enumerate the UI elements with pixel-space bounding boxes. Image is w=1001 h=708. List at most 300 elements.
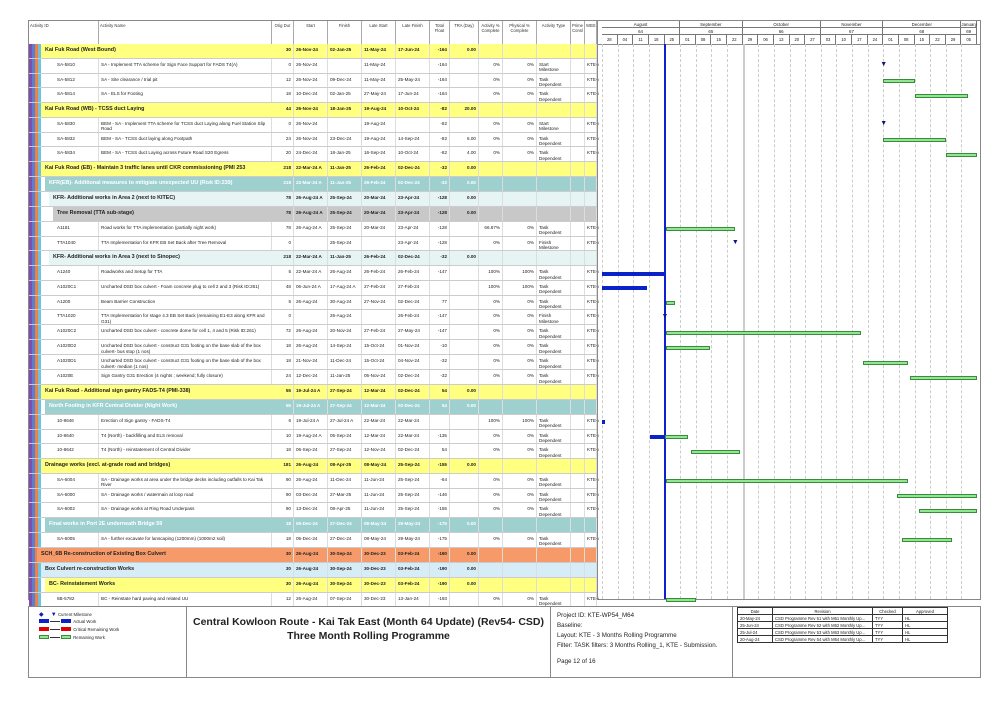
cell-name: Roadworks and Setup for TTA: [99, 266, 272, 280]
group-apc: [479, 177, 503, 191]
cell-tra: [450, 296, 479, 310]
table-header: [29, 21, 597, 45]
col-total-float[interactable]: Total Float: [430, 21, 450, 44]
remaining-work-bar[interactable]: [919, 509, 977, 513]
group-title: Tree Removal (TTA sub-stage): [57, 210, 134, 216]
col-physical-pct[interactable]: Physical % Complete: [503, 21, 537, 44]
col-activity-id[interactable]: Activity ID: [29, 21, 99, 44]
cell-wbs: KTE-\: [585, 88, 597, 102]
activity-row[interactable]: [29, 474, 597, 489]
cell-finish: 14-Sep-24: [328, 340, 362, 354]
legend-label: Remaining Work: [73, 635, 105, 640]
cell-name: Uncharted DSD box culvert - construct G31 footing on the base slab of the box culvert- bus stop (1 nos): [99, 340, 272, 354]
timescale-period: 69: [961, 28, 977, 35]
cell-name: SA - ELS for Footing: [99, 88, 272, 102]
cell-start: 26-Nov-24: [294, 133, 328, 147]
cell-late-start: 05-Nov-24: [362, 370, 396, 384]
activity-row[interactable]: [29, 340, 597, 355]
timescale-week: 13: [774, 35, 790, 44]
timescale-week: 28: [602, 35, 618, 44]
group-title: Box Culvert re-construction Works: [45, 565, 135, 572]
group-late-finish: 10-Oct-24: [396, 103, 430, 117]
milestone-icon[interactable]: ▼: [661, 312, 669, 320]
cell-late-start: 27-Feb-24: [362, 281, 396, 295]
group-wbs: [585, 44, 597, 58]
remaining-work-bar[interactable]: [666, 598, 696, 602]
cell-atype: Task Dependent: [537, 415, 571, 429]
group-tra: 0.00: [450, 251, 479, 265]
cell-id: SA-5834: [55, 147, 99, 161]
group-finish: 30-Sep-24: [328, 548, 362, 562]
baseline: Baseline:: [557, 622, 583, 629]
cell-wbs: KTE-\: [585, 133, 597, 147]
group-prime: [571, 103, 585, 117]
activity-row[interactable]: [29, 415, 597, 430]
remaining-work-bar[interactable]: [910, 376, 977, 380]
activity-row[interactable]: [29, 133, 597, 148]
cell-wbs: KTE-\: [585, 281, 597, 295]
group-prime: [571, 563, 585, 577]
group-title: KFR- Additional works in Area 3 (next to Sinopec): [53, 254, 180, 261]
revision-cell: HL: [903, 615, 948, 622]
remaining-bar-icon: [39, 635, 73, 640]
col-late-finish[interactable]: Late Finish: [396, 21, 430, 44]
col-activity-name[interactable]: Activity Name: [99, 21, 272, 44]
cell-late-finish: [396, 59, 430, 73]
wbs-group-row[interactable]: [29, 251, 597, 266]
cell-dur: 12: [272, 74, 294, 88]
milestone-icon[interactable]: ▼: [731, 238, 739, 246]
cell-dur: 0: [272, 118, 294, 132]
cell-name: BEM - SA - Implement TTA scheme for TCSS duct Laying along Fuel Station Slip Road: [99, 118, 272, 132]
cell-name: SA - Drainage works at Ring Road Underpass: [99, 503, 272, 517]
cell-ppc: 100%: [503, 415, 537, 429]
remaining-work-bar[interactable]: [666, 346, 710, 350]
col-orig-dur[interactable]: Orig Dur: [272, 21, 294, 44]
week-gridline: [805, 44, 806, 599]
cell-id: 10-8642: [55, 444, 99, 458]
cell-atype: Task Dependent: [537, 325, 571, 339]
cell-tra: [450, 266, 479, 280]
cell-start: 26-Nov-24: [294, 118, 328, 132]
cell-tf: -147: [430, 325, 450, 339]
group-late-start: 30-Dec-23: [362, 578, 396, 592]
activity-row[interactable]: [29, 310, 597, 325]
cell-prime: [571, 88, 585, 102]
cell-ppc: 0%: [503, 147, 537, 161]
legend-label: Current Milestone: [57, 612, 92, 617]
cell-name: TTA Implementation for stage 4.3 EB Set Back (remaining E1-E3 along KFR and G31): [99, 310, 272, 324]
activity-row[interactable]: [29, 74, 597, 89]
revision-cell: 20-Aug-24: [738, 636, 773, 643]
cell-late-finish: 25-Sep-24: [396, 474, 430, 488]
cell-atype: Task Dependent: [537, 503, 571, 517]
timescale-period: 68: [883, 28, 961, 35]
cell-finish: 08-Apr-25: [328, 503, 362, 517]
cell-late-finish: 29-May-24: [396, 533, 430, 547]
remaining-work-bar[interactable]: [883, 79, 914, 83]
cell-dur: 18: [272, 88, 294, 102]
cell-atype: Finish Milestone: [537, 237, 571, 251]
cell-dur: 5: [272, 296, 294, 310]
group-prime: [571, 518, 585, 532]
title-box: [187, 607, 551, 677]
col-wbs[interactable]: WBS: [585, 21, 597, 44]
milestone-icon[interactable]: ▼: [880, 61, 888, 69]
group-finish: 25-Sep-24: [328, 192, 362, 206]
cell-name: SA - Site clearance / trial pit: [99, 74, 272, 88]
week-gridline: [633, 44, 634, 599]
cell-prime: [571, 430, 585, 444]
cell-id: 6B-5782: [55, 593, 99, 607]
cell-ppc: 0%: [503, 430, 537, 444]
remaining-work-bar[interactable]: [902, 538, 952, 542]
cell-late-finish: 25-Sep-24: [396, 489, 430, 503]
cell-tf: [430, 281, 450, 295]
wbs-group-row[interactable]: [29, 207, 597, 222]
remaining-work-bar[interactable]: [863, 361, 908, 365]
cell-apc: 100%: [479, 281, 503, 295]
cell-apc: 0%: [479, 444, 503, 458]
col-late-start[interactable]: Late Start: [362, 21, 396, 44]
cell-dur: 0: [272, 237, 294, 251]
group-apc: [479, 518, 503, 532]
cell-finish: 09-Dec-24: [328, 74, 362, 88]
cell-finish: 23-Dec-24: [328, 133, 362, 147]
remaining-work-bar[interactable]: [897, 494, 977, 498]
cell-dur: 10: [272, 430, 294, 444]
timescale-week: 06: [758, 35, 774, 44]
group-start: 19-Jul-24 A: [294, 385, 328, 399]
group-start: 19-Jul-24 A: [294, 400, 328, 414]
cell-tf: -128: [430, 237, 450, 251]
cell-ppc: 0%: [503, 489, 537, 503]
wbs-level-stripe: [38, 578, 41, 592]
remaining-work-bar[interactable]: [915, 94, 968, 98]
group-ppc: [503, 400, 537, 414]
cell-start: 10-Dec-24: [294, 88, 328, 102]
group-ppc: [503, 578, 537, 592]
activity-row[interactable]: [29, 222, 597, 237]
wbs-group-row[interactable]: [29, 192, 597, 207]
wbs-group-row[interactable]: [29, 459, 597, 474]
timescale-month: September: [680, 21, 743, 28]
title-block: [28, 606, 981, 678]
cell-ppc: 100%: [503, 281, 537, 295]
remaining-work-bar[interactable]: [946, 153, 977, 157]
timescale-week: 01: [883, 35, 899, 44]
week-gridline: [602, 44, 603, 599]
cell-ppc: 0%: [503, 88, 537, 102]
group-dur: 30: [272, 548, 294, 562]
cell-prime: [571, 74, 585, 88]
remaining-work-bar[interactable]: [883, 138, 946, 142]
cell-apc: 0%: [479, 489, 503, 503]
col-prime-consl[interactable]: Prime Consl: [571, 21, 585, 44]
cell-apc: 0%: [479, 88, 503, 102]
cell-id: A1181: [55, 222, 99, 236]
cell-late-start: 12-Nov-24: [362, 444, 396, 458]
wbs-level-stripe: [38, 251, 41, 265]
activity-row[interactable]: [29, 430, 597, 445]
wbs-group-row[interactable]: [29, 400, 597, 415]
group-dur: 181: [272, 459, 294, 473]
cell-late-finish: 27-Feb-24: [396, 281, 430, 295]
group-tra: 0.00: [450, 548, 479, 562]
cell-late-finish: 01-Nov-24: [396, 340, 430, 354]
group-apc: [479, 44, 503, 58]
group-start: 26-Aug-24 A: [294, 192, 328, 206]
cell-ppc: 0%: [503, 118, 537, 132]
wbs-group-row[interactable]: [29, 385, 597, 400]
cell-finish: 05-Sep-24: [328, 430, 362, 444]
activity-row[interactable]: [29, 147, 597, 162]
revision-header: Date: [738, 608, 773, 615]
wbs-group-row[interactable]: [29, 44, 597, 59]
cell-tra: [450, 533, 479, 547]
week-gridline: [836, 44, 837, 599]
cell-atype: Finish Milestone: [537, 310, 571, 324]
cell-tf: -164: [430, 59, 450, 73]
actual-work-bar[interactable]: [650, 435, 664, 439]
cell-dur: 18: [272, 340, 294, 354]
actual-work-bar[interactable]: [602, 286, 647, 290]
remaining-work-bar[interactable]: [666, 479, 908, 483]
cell-finish: 27-Mar-25: [328, 489, 362, 503]
gantt-chart: [597, 21, 981, 599]
group-prime: [571, 192, 585, 206]
revision-row: [738, 629, 948, 636]
cell-tf: 54: [430, 444, 450, 458]
cell-ppc: 0%: [503, 503, 537, 517]
cell-ppc: 0%: [503, 74, 537, 88]
cell-tf: -128: [430, 222, 450, 236]
actual-work-bar[interactable]: [602, 272, 665, 276]
group-dur: 55: [272, 400, 294, 414]
wbs-group-row[interactable]: [29, 103, 597, 118]
activity-row[interactable]: [29, 370, 597, 385]
remaining-work-bar[interactable]: [666, 301, 675, 305]
remaining-work-bar[interactable]: [691, 450, 739, 454]
cell-wbs: KTE-\: [585, 118, 597, 132]
group-wbs: [585, 162, 597, 176]
group-tf: -175: [430, 518, 450, 532]
week-gridline: [618, 44, 619, 599]
cell-late-start: [362, 310, 396, 324]
cell-start: 12-Dec-24: [294, 370, 328, 384]
group-start: 22-Mar-24 A: [294, 162, 328, 176]
wbs-group-row[interactable]: [29, 162, 597, 177]
cell-late-finish: [396, 118, 430, 132]
cell-tra: [450, 444, 479, 458]
cell-ppc: 0%: [503, 133, 537, 147]
cell-late-finish: 02-Dec-24: [396, 444, 430, 458]
group-atype: [537, 459, 571, 473]
cell-finish: 27-Dec-24: [328, 533, 362, 547]
col-activity-pct[interactable]: Activity % Complete: [479, 21, 503, 44]
revision-cell: HL: [903, 629, 948, 636]
cell-id: SA-6004: [55, 474, 99, 488]
critical-bar-icon: [39, 627, 73, 632]
wbs-group-row[interactable]: [29, 518, 597, 533]
cell-id: A1020C2: [55, 325, 99, 339]
cell-tf: -82: [430, 147, 450, 161]
group-dur: 30: [272, 563, 294, 577]
group-tf: -190: [430, 563, 450, 577]
activity-row[interactable]: [29, 59, 597, 74]
week-gridline: [649, 44, 650, 599]
cell-atype: Task Dependent: [537, 222, 571, 236]
timescale-week: 29: [946, 35, 962, 44]
cell-wbs: KTE-\: [585, 415, 597, 429]
cell-id: A1020D1: [55, 355, 99, 369]
group-wbs: [585, 177, 597, 191]
group-title: KFR(EB)- Additional measures to mitigiate unexpected UU (Risk ID:239): [49, 180, 233, 186]
activity-row[interactable]: [29, 325, 597, 340]
group-start: 22-Mar-24 A: [294, 177, 328, 191]
cell-finish: 30-Aug-24: [328, 296, 362, 310]
cell-prime: [571, 444, 585, 458]
activity-row[interactable]: [29, 444, 597, 459]
group-dur: 218: [272, 162, 294, 176]
cell-id: SA-5814: [55, 88, 99, 102]
cell-prime: [571, 222, 585, 236]
cell-apc: 0%: [479, 310, 503, 324]
group-wbs: [585, 578, 597, 592]
group-late-finish: 29-May-24: [396, 518, 430, 532]
group-prime: [571, 400, 585, 414]
group-ppc: [503, 548, 537, 562]
cell-finish: 27-Jul-24 A: [328, 415, 362, 429]
cell-id: A1020C1: [55, 281, 99, 295]
activity-row[interactable]: [29, 296, 597, 311]
remaining-work-bar[interactable]: [665, 435, 688, 439]
group-tf: -128: [430, 192, 450, 206]
col-tra[interactable]: TRA (Day): [450, 21, 479, 44]
timescale-week: 20: [790, 35, 806, 44]
activity-row[interactable]: [29, 281, 597, 296]
activity-row[interactable]: [29, 489, 597, 504]
activity-row[interactable]: [29, 503, 597, 518]
activity-row[interactable]: [29, 266, 597, 281]
cell-wbs: KTE-\: [585, 222, 597, 236]
cell-atype: Start Milestone: [537, 118, 571, 132]
cell-late-start: 11-Jun-24: [362, 489, 396, 503]
group-ppc: [503, 207, 537, 221]
cell-atype: Task Dependent: [537, 147, 571, 161]
timescale-period: 67: [821, 28, 884, 35]
wbs-group-row[interactable]: [29, 563, 597, 578]
wbs-group-row[interactable]: [29, 548, 597, 563]
milestone-icon[interactable]: ▼: [880, 120, 888, 128]
group-dur: 44: [272, 103, 294, 117]
actual-work-bar[interactable]: [602, 420, 605, 424]
cell-late-start: 12-Mar-24: [362, 430, 396, 444]
cell-start: 26-Nov-24: [294, 59, 328, 73]
group-title: BC- Reinstatement Works: [49, 580, 116, 587]
col-activity-type[interactable]: Activity Type: [537, 21, 571, 44]
group-late-start: 26-Feb-24: [362, 162, 396, 176]
group-apc: [479, 103, 503, 117]
group-title: Drainage works (excl. at-grade road and bridges): [45, 461, 171, 468]
wbs-group-row[interactable]: [29, 578, 597, 593]
activity-row[interactable]: [29, 355, 597, 370]
cell-finish: 07-Sep-24: [328, 593, 362, 607]
group-tra: 0.00: [450, 44, 479, 58]
cell-late-finish: 04-Nov-24: [396, 355, 430, 369]
group-late-start: 12-Mar-24: [362, 400, 396, 414]
data-date-line: [661, 44, 669, 599]
cell-apc: 0%: [479, 325, 503, 339]
group-finish: 18-Jan-25: [328, 103, 362, 117]
activity-row[interactable]: [29, 237, 597, 252]
cell-late-finish: 14-Sep-24: [396, 133, 430, 147]
wbs-group-row[interactable]: [29, 177, 597, 192]
group-tra: 0.00: [450, 563, 479, 577]
remaining-work-bar[interactable]: [666, 227, 735, 231]
group-dur: 218: [272, 251, 294, 265]
cell-late-start: 11-May-24: [362, 74, 396, 88]
week-gridline: [899, 44, 900, 599]
activity-table: [29, 21, 599, 606]
group-atype: [537, 103, 571, 117]
col-finish[interactable]: Finish: [328, 21, 362, 44]
revision-cell: 25-Jun-24: [738, 622, 773, 629]
cell-apc: 0%: [479, 296, 503, 310]
cell-name: SA - Drainage works / watermain at loop road: [99, 489, 272, 503]
cell-tra: [450, 415, 479, 429]
cell-apc: 0%: [479, 147, 503, 161]
revision-header: Checked: [873, 608, 903, 615]
cell-atype: Task Dependent: [537, 88, 571, 102]
cell-atype: Task Dependent: [537, 266, 571, 280]
group-wbs: [585, 385, 597, 399]
cell-start: 06-Sep-24: [294, 444, 328, 458]
cell-finish: 26-Aug-24: [328, 266, 362, 280]
cell-late-start: 27-May-24: [362, 88, 396, 102]
activity-row[interactable]: [29, 593, 597, 608]
revision-cell: 20-May-24: [738, 615, 773, 622]
layout-name: Layout: KTE - 3 Months Rolling Programme: [557, 632, 677, 639]
cell-late-finish: 22-Mar-24: [396, 430, 430, 444]
cell-dur: 20: [272, 147, 294, 161]
cell-prime: [571, 59, 585, 73]
cell-ppc: 0%: [503, 444, 537, 458]
remaining-work-bar[interactable]: [666, 331, 861, 335]
group-tra: 20.00: [450, 103, 479, 117]
wbs-level-stripe: [38, 207, 41, 221]
activity-row[interactable]: [29, 533, 597, 548]
timescale-week: 01: [680, 35, 696, 44]
activity-row[interactable]: [29, 88, 597, 103]
cell-late-finish: 25-Sep-24: [396, 503, 430, 517]
group-atype: [537, 578, 571, 592]
group-atype: [537, 177, 571, 191]
group-prime: [571, 177, 585, 191]
activity-row[interactable]: [29, 118, 597, 133]
cell-finish: 25-Sep-24: [328, 237, 362, 251]
cell-apc: 0%: [479, 118, 503, 132]
cell-wbs: KTE-\: [585, 533, 597, 547]
cell-tra: [450, 474, 479, 488]
group-wbs: [585, 459, 597, 473]
cell-start: 22-Mar-24 A: [294, 266, 328, 280]
revision-box: [733, 607, 980, 677]
filter-text: Filter: TASK filters: 3 Months Rolling_1, KTE - Submission.: [557, 642, 718, 649]
cell-tra: [450, 325, 479, 339]
cell-prime: [571, 474, 585, 488]
col-start[interactable]: Start: [294, 21, 328, 44]
